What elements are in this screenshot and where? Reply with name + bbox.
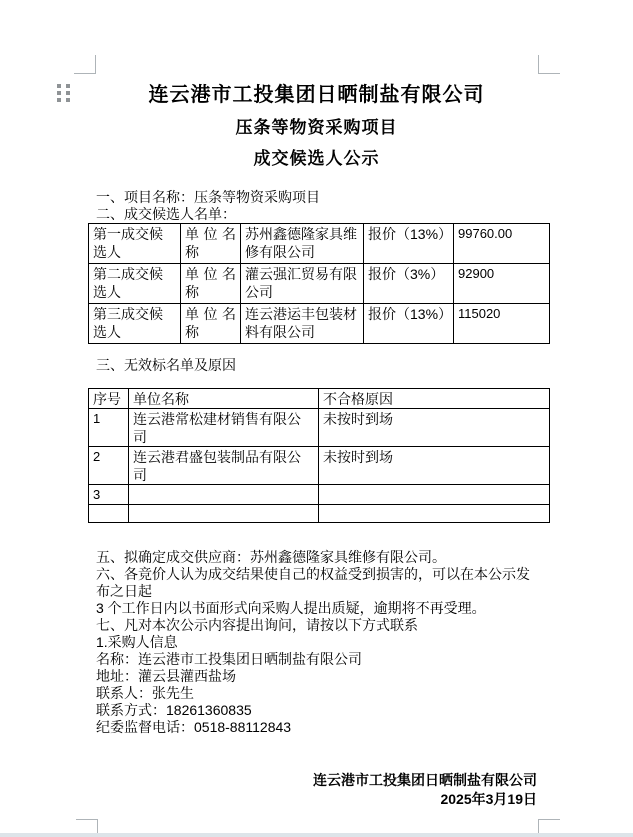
candidate-field-label: 单位名称 xyxy=(181,264,241,304)
purchaser-address: 地址：灌云县灌西盐场 xyxy=(96,668,236,684)
candidate-quote-label: 报价（13%） xyxy=(364,224,454,264)
section-6-objection-line1: 六、各竞价人认为成交结果使自己的权益受到损害的，可以在本公示发布之日起 xyxy=(96,566,530,599)
invalid-company xyxy=(129,505,319,523)
candidate-amount: 92900 xyxy=(454,264,550,304)
candidate-rank: 第三成交候选人 xyxy=(89,304,181,344)
section-3-invalid-bids-label: 三、无效标名单及原因 xyxy=(96,357,236,373)
invalid-bids-table xyxy=(88,388,550,523)
table-row xyxy=(89,447,550,485)
doc-title-announcement: 成交候选人公示 xyxy=(253,149,380,168)
section-2-candidate-list-label: 二、成交候选人名单： xyxy=(96,206,236,222)
table-row xyxy=(89,304,550,344)
invalid-index xyxy=(89,505,129,523)
section-7-inquiry: 七、凡对本次公示内容提出询问，请按以下方式联系 xyxy=(96,617,418,633)
invalid-index: 1 xyxy=(89,409,129,447)
purchaser-name: 名称：连云港市工投集团日晒制盐有限公司 xyxy=(96,651,362,667)
candidates-table xyxy=(88,223,550,344)
signature-block xyxy=(96,771,537,809)
candidate-quote-label: 报价（3%） xyxy=(364,264,454,304)
invalid-index: 2 xyxy=(89,447,129,485)
section-6-objection-line2: 3 个工作日内以书面形式向采购人提出质疑，逾期将不再受理。 xyxy=(96,600,486,616)
candidate-quote-label: 报价（13%） xyxy=(364,304,454,344)
discipline-supervision-phone: 纪委监督电话：0518-88112843 xyxy=(96,719,292,735)
document-content xyxy=(93,84,537,809)
invalid-index: 3 xyxy=(89,485,129,505)
candidate-rank: 第一成交候选人 xyxy=(89,224,181,264)
invalid-reason: 未按时到场 xyxy=(319,409,550,447)
section-1-project-name: 一、项目名称：压条等物资采购项目 xyxy=(96,189,320,205)
section-5-awarded-supplier: 五、拟确定成交供应商：苏州鑫德隆家具维修有限公司。 xyxy=(96,549,446,565)
invalid-company xyxy=(129,485,319,505)
candidate-rank: 第二成交候选人 xyxy=(89,264,181,304)
invalid-company: 连云港君盛包装制品有限公司 xyxy=(129,447,319,485)
dots-grid-icon xyxy=(57,84,70,102)
invalid-reason xyxy=(319,505,550,523)
candidate-company: 灌云强汇贸易有限公司 xyxy=(241,264,364,304)
contact-phone: 联系方式：18261360835 xyxy=(96,702,252,718)
signature-date: 2025年3月19日 xyxy=(440,791,537,807)
table-row xyxy=(89,409,550,447)
page-bottom-strip xyxy=(0,833,633,837)
table-row xyxy=(89,485,550,505)
invalid-company: 连云港常松建材销售有限公司 xyxy=(129,409,319,447)
signature-org: 连云港市工投集团日晒制盐有限公司 xyxy=(313,772,537,788)
candidate-company: 苏州鑫德隆家具维修有限公司 xyxy=(241,224,364,264)
candidate-company: 连云港运丰包装材料有限公司 xyxy=(241,304,364,344)
margin-crop-mark-top-right-icon xyxy=(538,55,560,74)
invalid-reason: 未按时到场 xyxy=(319,447,550,485)
candidate-field-label: 单位名称 xyxy=(181,224,241,264)
table-row xyxy=(89,224,550,264)
doc-title-company: 连云港市工投集团日晒制盐有限公司 xyxy=(148,84,485,106)
col-header-company: 单位名称 xyxy=(129,389,319,409)
table-header-row xyxy=(89,389,550,409)
col-header-index: 序号 xyxy=(89,389,129,409)
candidate-field-label: 单位名称 xyxy=(181,304,241,344)
contact-person: 联系人：张先生 xyxy=(96,685,194,701)
col-header-reason: 不合格原因 xyxy=(319,389,550,409)
invalid-reason xyxy=(319,485,550,505)
table-row xyxy=(89,264,550,304)
table-row xyxy=(89,505,550,523)
doc-title-project: 压条等物资采购项目 xyxy=(235,118,398,137)
purchaser-info-heading: 1.采购人信息 xyxy=(96,634,178,650)
margin-crop-mark-top-left-icon xyxy=(74,55,96,74)
candidate-amount: 99760.00 xyxy=(454,224,550,264)
candidate-amount: 115020 xyxy=(454,304,550,344)
